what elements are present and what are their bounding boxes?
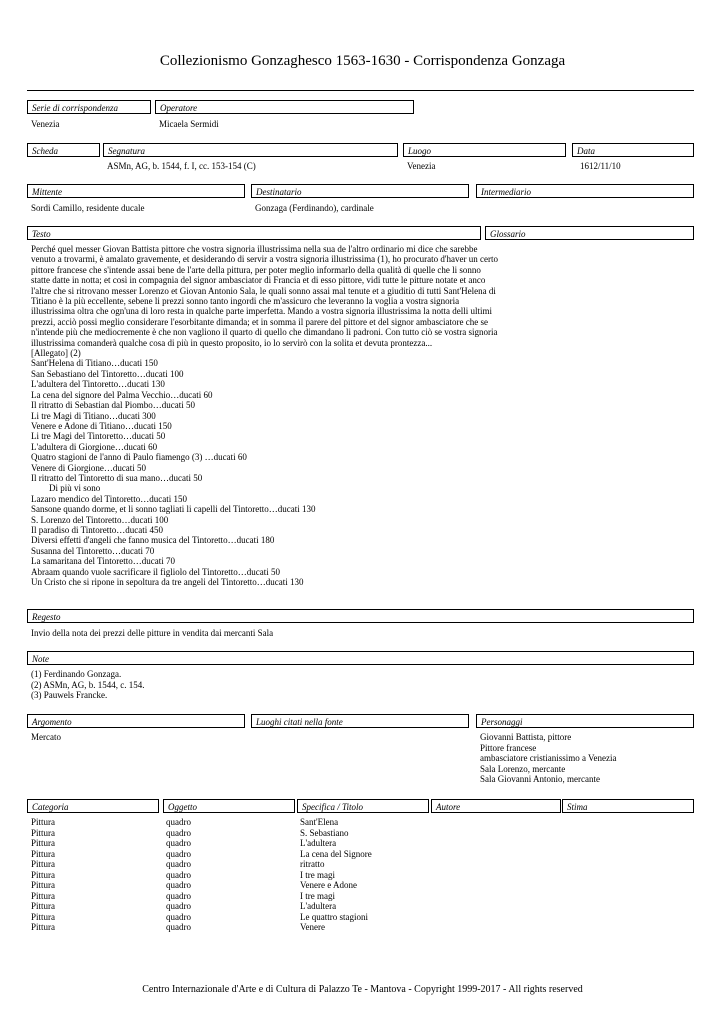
luogo-value: Venezia bbox=[407, 161, 436, 171]
testo-line: illustrissima oltra che ogn'una di loro resta in qualche parte imperfetta. Mando a vostra signoria illustrissima la notta delli ultimi bbox=[31, 306, 493, 317]
serie-value: Venezia bbox=[31, 119, 60, 129]
table-cell: Pittura bbox=[31, 827, 55, 838]
testo-line: Lazaro mendico del Tintoretto…ducati 150 bbox=[31, 493, 187, 504]
luoghi-label: Luoghi citati nella fonte bbox=[251, 714, 469, 728]
testo-line: Susanna del Tintoretto…ducati 70 bbox=[31, 545, 155, 556]
table-cell: Pittura bbox=[31, 922, 55, 932]
table-cell: Venere e Adone bbox=[300, 880, 357, 890]
table-cell: Sant'Elena bbox=[300, 817, 339, 827]
regesto-value: Invio della nota dei prezzi delle pitture in vendita dai mercanti Sala bbox=[31, 628, 274, 638]
table-cell: quadro bbox=[166, 901, 191, 911]
operatore-value: Micaela Sermidi bbox=[159, 119, 219, 129]
luogo-label: Luogo bbox=[403, 143, 566, 157]
table-cell: quadro bbox=[166, 848, 191, 859]
testo-line: Quatro stagioni de l'anno di Paulo fiamengo (3) …ducati 60 bbox=[31, 452, 247, 463]
testo-line: Sansone quando dorme, et li sonno tagliati li capelli del Tintoretto…ducati 130 bbox=[31, 504, 316, 515]
table-cell: quadro bbox=[166, 922, 191, 932]
testo-line: Li tre Magi del Tintoretto…ducati 50 bbox=[31, 431, 166, 442]
table-cell: quadro bbox=[166, 880, 191, 890]
table-cell: Pittura bbox=[31, 838, 55, 848]
table-header-specifica: Specifica / Titolo bbox=[297, 799, 429, 813]
testo-line: Diversi effetti d'angeli che fanno musica del Tintoretto…ducati 180 bbox=[31, 535, 275, 546]
table-column-oggetto bbox=[166, 817, 191, 933]
testo-line: n'intende più che mediocremente è che non vagliono il quarto di quello che dimandano li padroni. Con tutto ciò se vostra signoria bbox=[31, 327, 498, 338]
testo-line: San Sebastiano del Tintoretto…ducati 100 bbox=[31, 368, 184, 379]
table-cell: Venere bbox=[300, 922, 325, 932]
table-cell: Pittura bbox=[31, 859, 55, 869]
destinatario-value: Gonzaga (Ferdinando), cardinale bbox=[255, 203, 374, 213]
table-cell: I tre magi bbox=[300, 869, 335, 880]
personaggi-list bbox=[480, 732, 617, 785]
table-cell: Pittura bbox=[31, 901, 55, 911]
table-cell: Le quattro stagioni bbox=[300, 911, 368, 922]
testo-body bbox=[31, 244, 498, 587]
table-cell: Pittura bbox=[31, 890, 55, 901]
table-cell: Pittura bbox=[31, 911, 55, 922]
table-cell: ritratto bbox=[300, 859, 325, 869]
mittente-label: Mittente bbox=[27, 184, 245, 198]
table-header-stima: Stima bbox=[562, 799, 694, 813]
argomento-value: Mercato bbox=[31, 732, 61, 742]
table-cell: I tre magi bbox=[300, 890, 335, 901]
table-cell: Pittura bbox=[31, 869, 55, 880]
testo-line: Venere e Adone di Titiano…ducati 150 bbox=[31, 420, 172, 431]
testo-line: venuto a trovarmi, è amalato gravemente, et desiderando di servir a vostra signoria illustrissima (1), ho procurato d'haver un certo bbox=[31, 254, 498, 265]
personaggi-label: Personaggi bbox=[476, 714, 694, 728]
footer-copyright: Centro Internazionale d'Arte e di Cultura di Palazzo Te - Mantova - Copyright 1999-2017 - All rights reserved bbox=[142, 984, 583, 995]
testo-line: pittore francese che s'intende assai bene de l'arte della pittura, per poter meglio informarlo della qualità di quelle che li sonno bbox=[31, 264, 481, 275]
personaggio-item: Pittore francese bbox=[480, 742, 537, 753]
scheda-label: Scheda bbox=[27, 143, 100, 157]
note-line: (3) Pauwels Francke. bbox=[31, 690, 108, 700]
table-header-categoria: Categoria bbox=[27, 799, 159, 813]
testo-line: l'altre che si ritrovano messer Lorenzo et Giovan Antonio Sala, le quali sonno assai mal tenute et a giuditio di tutti Sant'Helena di bbox=[31, 285, 496, 296]
testo-label: Testo bbox=[27, 226, 481, 240]
segnatura-label: Segnatura bbox=[103, 143, 398, 157]
testo-line: L'adultera di Giorgione…ducati 60 bbox=[31, 441, 158, 452]
table-cell: L'adultera bbox=[300, 838, 337, 848]
testo-line: illustrissima comanderà qualche cosa di più in questo proposito, io lo servirò con la solita et devuta prontezza... bbox=[31, 337, 433, 348]
testo-line: Li tre Magi di Titiano…ducati 300 bbox=[31, 410, 156, 421]
testo-line: Un Cristo che si ripone in sepoltura da tre angeli del Tintoretto…ducati 130 bbox=[31, 577, 304, 587]
testo-line: Venere di Giorgione…ducati 50 bbox=[31, 462, 147, 473]
testo-line: Abraam quando vuole sacrificare il figliolo del Tintoretto…ducati 50 bbox=[31, 566, 280, 577]
table-cell: L'adultera bbox=[300, 901, 337, 911]
title-divider bbox=[27, 90, 694, 91]
mittente-value: Sordi Camillo, residente ducale bbox=[31, 203, 145, 213]
data-value: 1612/11/10 bbox=[580, 161, 621, 171]
personaggio-item: Sala Giovanni Antonio, mercante bbox=[480, 774, 600, 784]
testo-line: statte datte in notta; et così in compagnia del signor ambasciator di Francia et di esso pittore, vidi tutte le pitture notate et anco bbox=[31, 275, 486, 286]
table-cell: quadro bbox=[166, 911, 191, 922]
argomento-label: Argomento bbox=[27, 714, 245, 728]
table-column-categoria bbox=[31, 817, 55, 933]
testo-line: L'adultera del Tintoretto…ducati 130 bbox=[31, 379, 165, 390]
table-cell: S. Sebastiano bbox=[300, 827, 349, 838]
testo-line: La samaritana del Tintoretto…ducati 70 bbox=[31, 556, 175, 567]
note-line: (2) ASMn, AG, b. 1544, c. 154. bbox=[31, 679, 145, 690]
testo-line: [Allegato] (2) bbox=[31, 348, 81, 359]
personaggio-item: Sala Lorenzo, mercante bbox=[480, 763, 566, 774]
table-header-autore: Autore bbox=[431, 799, 561, 813]
testo-line: Il paradiso di Tintoretto…ducati 450 bbox=[31, 524, 163, 535]
regesto-label: Regesto bbox=[27, 609, 694, 623]
table-cell: quadro bbox=[166, 827, 191, 838]
testo-line: Titiano è la più eccellente, sebene li prezzi sonno tanto ingordi che m'assicuro che leveranno la voglia a vostra signoria bbox=[31, 296, 460, 307]
serie-label: Serie di corrispondenza bbox=[27, 100, 151, 114]
testo-line: Il ritratto del Tintoretto di sua mano…ducati 50 bbox=[31, 472, 203, 483]
segnatura-value: ASMn, AG, b. 1544, f. I, cc. 153-154 (C) bbox=[107, 161, 256, 171]
destinatario-label: Destinatario bbox=[251, 184, 469, 198]
data-label: Data bbox=[572, 143, 694, 157]
table-header-oggetto: Oggetto bbox=[163, 799, 295, 813]
table-cell: Pittura bbox=[31, 848, 55, 859]
testo-line: Il ritratto di Sebastian dal Piombo…ducati 50 bbox=[31, 400, 195, 411]
note-body bbox=[31, 669, 145, 701]
note-label: Note bbox=[27, 651, 694, 665]
table-cell: La cena del Signore bbox=[300, 848, 372, 859]
testo-line: prezzi, acciò possi meglio considerare l'esorbitante dimanda; et in somma il parere del pittore et del signor ambasciatore che se bbox=[31, 316, 488, 327]
glossario-label: Glossario bbox=[485, 226, 694, 240]
table-cell: quadro bbox=[166, 859, 191, 869]
testo-line: La cena del signore del Palma Vecchio…ducati 60 bbox=[31, 389, 213, 400]
table-cell: quadro bbox=[166, 838, 191, 848]
table-cell: quadro bbox=[166, 869, 191, 880]
page-title: Collezionismo Gonzaghesco 1563-1630 - Corrispondenza Gonzaga bbox=[159, 53, 566, 69]
testo-line: Sant'Helena di Titiano…ducati 150 bbox=[31, 358, 158, 369]
note-line: (1) Ferdinando Gonzaga. bbox=[31, 669, 122, 679]
testo-line: Di più vi sono bbox=[49, 483, 101, 494]
table-cell: quadro bbox=[166, 890, 191, 901]
table-column-specifica bbox=[300, 817, 372, 933]
intermediario-label: Intermediario bbox=[476, 184, 694, 198]
table-cell: Pittura bbox=[31, 880, 55, 890]
testo-line: Perché quel messer Giovan Battista pittore che vostra signoria illustrissima nella sua de l'altro ordinario mi dice che sarebbe bbox=[31, 244, 478, 254]
operatore-label: Operatore bbox=[155, 100, 414, 114]
testo-line: S. Lorenzo del Tintoretto…ducati 100 bbox=[31, 514, 169, 525]
table-cell: Pittura bbox=[31, 817, 55, 827]
personaggio-item: Giovanni Battista, pittore bbox=[480, 732, 572, 742]
personaggio-item: ambasciatore cristianissimo a Venezia bbox=[480, 753, 617, 763]
table-cell: quadro bbox=[166, 817, 191, 827]
